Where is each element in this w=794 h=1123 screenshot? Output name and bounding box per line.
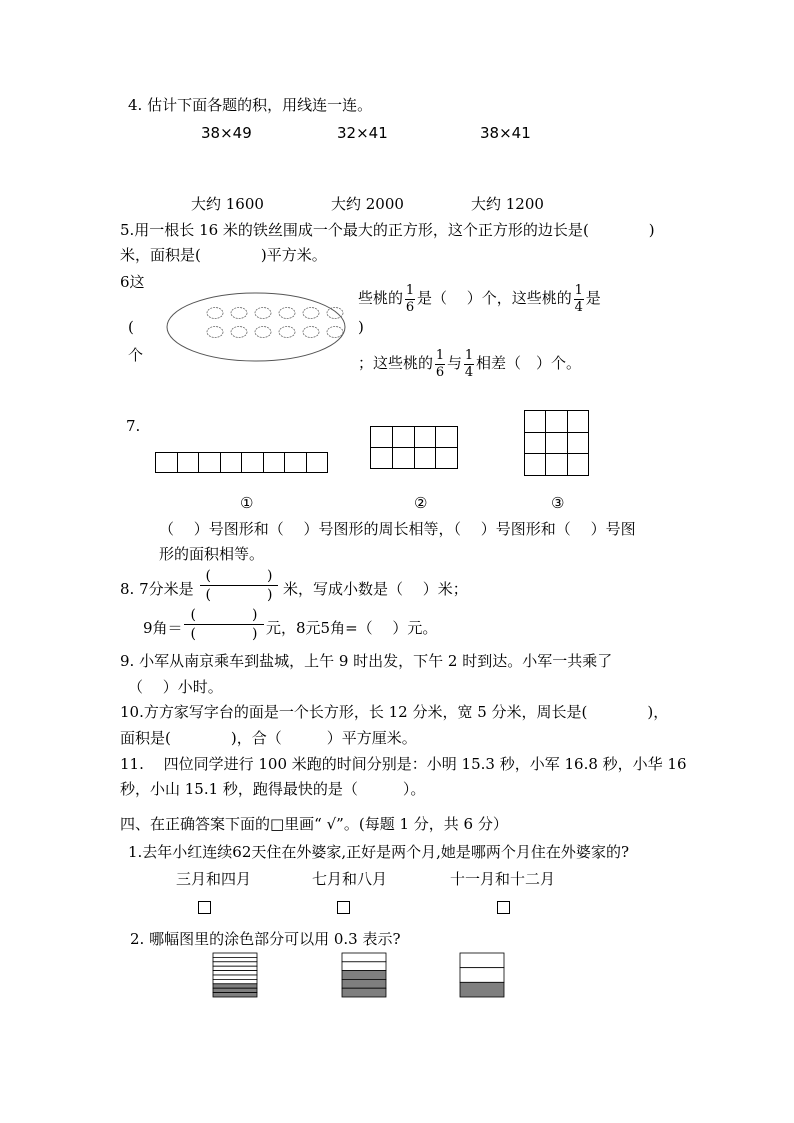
q4-answer-3: 大约 1200 (471, 195, 544, 213)
s4-q1-text: 1.去年小红连续62天住在外婆家,正好是两个月,她是哪两个月住在外婆家的? (128, 843, 629, 861)
unshaded-part (460, 953, 504, 968)
s4-q1-checkbox-2[interactable] (337, 901, 350, 914)
q7-label-2: ② (414, 494, 428, 512)
q6-fraction-4 (464, 349, 474, 380)
q7-line-2: 形的面积相等。 (159, 545, 265, 563)
s4-q2-figure-3 (459, 952, 505, 997)
q5-line-1: 5.用一根长 16 米的铁丝围成一个最大的正方形，这个正方形的边长是( ) (120, 221, 655, 239)
q4-answer-2: 大约 2000 (331, 195, 404, 213)
s4-q2-figure-1 (212, 952, 258, 997)
q8-a-numerator: ( ) (205, 568, 273, 584)
q7-label-3: ③ (551, 494, 565, 512)
peach-group (207, 308, 343, 338)
q7-line-1: （ ）号图形和（ ）号图形的周长相等，（ ）号图形和（ ）号图 (159, 520, 636, 538)
s4-q2-text: 2. 哪幅图里的涂色部分可以用 0.3 表示? (130, 930, 401, 948)
q6-frac3-numerator: 1 (435, 347, 445, 363)
unshaded-part (213, 957, 257, 961)
peach (231, 308, 247, 319)
shaded-part (213, 984, 257, 988)
q6-number: 6这 (120, 273, 145, 291)
q6-text-a2: 是（ ）个，这些桃的 (417, 289, 572, 307)
unshaded-part (342, 962, 386, 971)
peach (327, 327, 343, 338)
shaded-part (342, 979, 386, 988)
q5-line-2: 米，面积是( )平方米。 (120, 246, 327, 264)
s4-q1-checkbox-1[interactable] (198, 901, 211, 914)
q6-text-a3: 是 (585, 289, 601, 307)
q8-b-suffix: 元，8元5角=（ ）元。 (266, 619, 438, 637)
q6-frac4-numerator: 1 (464, 347, 474, 363)
q4-expr-2: 32×41 (337, 124, 388, 142)
q6-fraction-2 (574, 284, 584, 315)
peach (207, 308, 223, 319)
q8-a-fraction (200, 568, 278, 603)
q6-text-b2: 与 (447, 354, 463, 372)
q6-right-paren: ) (358, 318, 364, 336)
q6-fraction-1 (405, 284, 415, 315)
shaded-part (213, 993, 257, 997)
q9-line-1: 9. 小军从南京乘车到盐城，上午 9 时出发，下午 2 时到达。小军一共乘了 (120, 652, 613, 670)
peach-ellipse-figure (166, 291, 346, 363)
q4-title: 4. 估计下面各题的积，用线连一连。 (128, 96, 373, 114)
q7-figure-2 (370, 426, 458, 469)
q6-frac1-numerator: 1 (405, 282, 415, 298)
q8-b-numerator: ( ) (190, 607, 258, 623)
peach (303, 327, 319, 338)
peach (303, 308, 319, 319)
q4-answer-1: 大约 1600 (191, 195, 264, 213)
unshaded-part (213, 979, 257, 983)
section-4-title: 四、在正确答案下面的□里画“ √”。(每题 1 分，共 6 分） (120, 815, 508, 833)
q8-b-fraction (184, 607, 264, 642)
q6-text-a1: 些桃的 (358, 289, 404, 307)
q9-line-2: （ ）小时。 (128, 678, 223, 696)
shaded-part (460, 982, 504, 997)
q6-left-paren: ( (128, 318, 134, 336)
shaded-part (342, 971, 386, 980)
unshaded-part (213, 971, 257, 975)
s4-q1-option-2: 七月和八月 (312, 870, 388, 888)
q8-a-suffix: 米，写成小数是（ ）米； (283, 580, 468, 598)
q6-fraction-3 (435, 349, 445, 380)
unshaded-part (213, 975, 257, 979)
s4-q1-option-1: 三月和四月 (176, 870, 252, 888)
peach (255, 327, 271, 338)
peach (279, 327, 295, 338)
peach (255, 308, 271, 319)
q6-frac3-denominator: 6 (435, 364, 445, 380)
q6-line-b (358, 345, 581, 381)
unshaded-part (213, 966, 257, 970)
peach (207, 327, 223, 338)
unshaded-part (460, 968, 504, 983)
q6-frac2-numerator: 1 (574, 282, 583, 298)
q6-text-b1: ；这些桃的 (358, 354, 434, 372)
q8-a-prefix: 8. 7分米是 (120, 580, 194, 598)
shaded-part (342, 988, 386, 997)
q7-figure-3 (524, 410, 589, 476)
peach (279, 308, 295, 319)
unshaded-part (213, 962, 257, 966)
q7-label-1: ① (240, 494, 254, 512)
q6-frac2-denominator: 4 (574, 299, 583, 315)
q4-expr-1: 38×49 (201, 124, 252, 142)
q8-b-denominator: ( ) (190, 626, 258, 642)
peach (327, 308, 343, 319)
q7-figure-1 (155, 452, 328, 473)
s4-q2-figure-2 (341, 952, 387, 997)
q4-expr-3: 38×41 (480, 124, 531, 142)
q6-frac1-denominator: 6 (405, 299, 415, 315)
s4-q1-checkbox-3[interactable] (497, 901, 510, 914)
q8-b-prefix: 9角＝ (143, 619, 183, 637)
q7-number: 7. (126, 417, 141, 435)
q11-line-1: 11. 四位同学进行 100 米跑的时间分别是：小明 15.3 秒，小军 16.8 秒，小华 16 (120, 755, 687, 773)
q6-line-a (358, 280, 601, 316)
q6-frac4-denominator: 4 (464, 364, 474, 380)
q10-line-2: 面积是( )，合（ ）平方厘米。 (120, 729, 417, 747)
peach (231, 327, 247, 338)
shaded-part (213, 988, 257, 992)
q8-a-denominator: ( ) (205, 587, 273, 603)
q11-line-2: 秒，小山 15.1 秒，跑得最快的是（ ）。 (120, 780, 426, 798)
q6-text-b3: 相差（ ）个。 (476, 354, 582, 372)
q6-left-unit: 个 (128, 346, 144, 364)
unshaded-part (213, 953, 257, 957)
q10-line-1: 10.方方家写字台的面是一个长方形，长 12 分米，宽 5 分米，周长是( )， (120, 703, 669, 721)
unshaded-part (342, 953, 386, 962)
s4-q1-option-3: 十一月和十二月 (450, 870, 556, 888)
